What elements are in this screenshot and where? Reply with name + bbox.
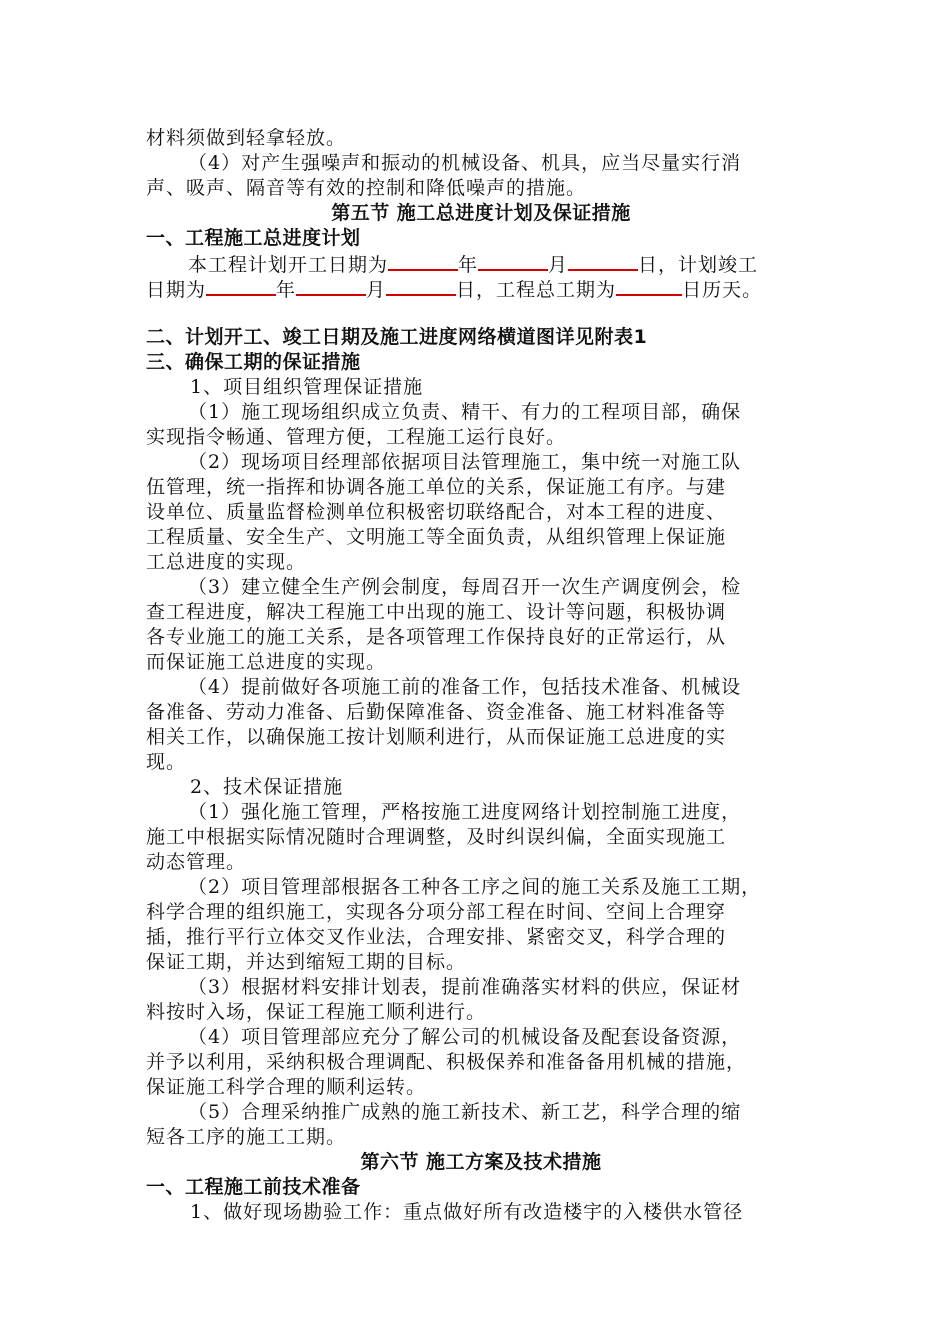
- schedule-text: 月: [366, 279, 387, 301]
- year-blank[interactable]: [388, 251, 458, 271]
- paragraph-line: 保证工期，并达到缩短工期的目标。: [146, 951, 467, 973]
- heading: 一、工程施工总进度计划: [146, 227, 361, 249]
- schedule-text: 日期为: [146, 279, 207, 301]
- paragraph-line: 并予以利用，采纳积极合理调配、积极保养和准备备用机械的措施，: [146, 1051, 747, 1073]
- paragraph-line: 材料须做到轻拿轻放。: [146, 127, 347, 149]
- heading: 二、计划开工、竣工日期及施工进度网络横道图详见附表1: [146, 326, 648, 348]
- paragraph-line: 而保证施工总进度的实现。: [146, 651, 387, 673]
- section-title: 第六节 施工方案及技术措施: [360, 1151, 602, 1173]
- year-blank[interactable]: [206, 276, 276, 296]
- paragraph-line: （2）现场项目经理部依据项目法管理施工，集中统一对施工队: [188, 451, 742, 473]
- paragraph-line: （4）对产生强噪声和振动的机械设备、机具，应当尽量实行消: [188, 152, 742, 174]
- paragraph-line: 设单位、质量监督检测单位积极密切联络配合，对本工程的进度、: [146, 501, 727, 523]
- paragraph-line: 施工中根据实际情况随时合理调整，及时纠误纠偏，全面实现施工: [146, 826, 727, 848]
- duration-blank[interactable]: [616, 276, 682, 296]
- paragraph-line: 料按时入场，保证工程施工顺利进行。: [146, 1001, 487, 1023]
- paragraph-line: 备准备、劳动力准备、后勤保障准备、资金准备、施工材料准备等: [146, 701, 727, 723]
- paragraph-line: （5）合理采纳推广成熟的施工新技术、新工艺，科学合理的缩: [188, 1101, 742, 1123]
- schedule-text: 月: [548, 254, 569, 276]
- month-blank[interactable]: [296, 276, 366, 296]
- paragraph-line: 查工程进度，解决工程施工中出现的施工、设计等问题，积极协调: [146, 601, 727, 623]
- paragraph-line: 现。: [146, 751, 187, 773]
- paragraph-line: 工总进度的实现。: [146, 551, 307, 573]
- schedule-text: 本工程计划开工日期为: [188, 254, 389, 276]
- paragraph-line: 短各工序的施工工期。: [146, 1126, 347, 1148]
- section-title: 第五节 施工总进度计划及保证措施: [331, 202, 631, 224]
- day-blank[interactable]: [568, 251, 638, 271]
- schedule-line-1: [188, 251, 816, 278]
- paragraph-line: 1、做好现场勘验工作：重点做好所有改造楼宇的入楼供水管径: [190, 1201, 744, 1223]
- paragraph-line: （4）提前做好各项施工前的准备工作，包括技术准备、机械设: [188, 676, 742, 698]
- paragraph-line: 科学合理的组织施工，实现各分项分部工程在时间、空间上合理穿: [146, 901, 727, 923]
- paragraph-line: （3）根据材料安排计划表，提前准确落实材料的供应，保证材: [188, 976, 742, 998]
- paragraph-line: （1）强化施工管理，严格按施工进度网络计划控制施工进度，: [188, 801, 742, 823]
- paragraph-line: 动态管理。: [146, 851, 247, 873]
- paragraph-line: （3）建立健全生产例会制度，每周召开一次生产调度例会，检: [188, 576, 742, 598]
- paragraph-line: 各专业施工的施工关系，是各项管理工作保持良好的正常运行，从: [146, 626, 727, 648]
- paragraph-line: 伍管理，统一指挥和协调各施工单位的关系，保证施工有序。与建: [146, 476, 727, 498]
- heading: 一、工程施工前技术准备: [146, 1176, 361, 1198]
- paragraph-line: （1）施工现场组织成立负责、精干、有力的工程项目部，确保: [188, 401, 742, 423]
- paragraph-line: （4）项目管理部应充分了解公司的机械设备及配套设备资源，: [188, 1026, 742, 1048]
- paragraph-line: （2）项目管理部根据各工种各工序之间的施工关系及施工工期，: [188, 876, 762, 898]
- schedule-text: 年: [276, 279, 297, 301]
- schedule-text: 日，计划竣工: [638, 254, 759, 276]
- schedule-text: 日，工程总工期为: [456, 279, 617, 301]
- schedule-line-2: [146, 276, 816, 303]
- paragraph-line: 声、吸声、隔音等有效的控制和降低噪声的措施。: [146, 177, 587, 199]
- schedule-text: 年: [458, 254, 479, 276]
- paragraph-line: 插，推行平行立体交叉作业法，合理安排、紧密交叉，科学合理的: [146, 926, 727, 948]
- subheading: 1、项目组织管理保证措施: [190, 376, 424, 398]
- paragraph-line: 工程质量、安全生产、文明施工等全面负责，从组织管理上保证施: [146, 526, 727, 548]
- subheading: 2、技术保证措施: [190, 776, 344, 798]
- schedule-text: 日历天。: [682, 279, 763, 301]
- month-blank[interactable]: [478, 251, 548, 271]
- heading: 三、确保工期的保证措施: [146, 351, 361, 373]
- paragraph-line: 实现指令畅通、管理方便，工程施工运行良好。: [146, 426, 567, 448]
- day-blank[interactable]: [386, 276, 456, 296]
- paragraph-line: 相关工作，以确保施工按计划顺利进行，从而保证施工总进度的实: [146, 726, 727, 748]
- paragraph-line: 保证施工科学合理的顺利运转。: [146, 1076, 427, 1098]
